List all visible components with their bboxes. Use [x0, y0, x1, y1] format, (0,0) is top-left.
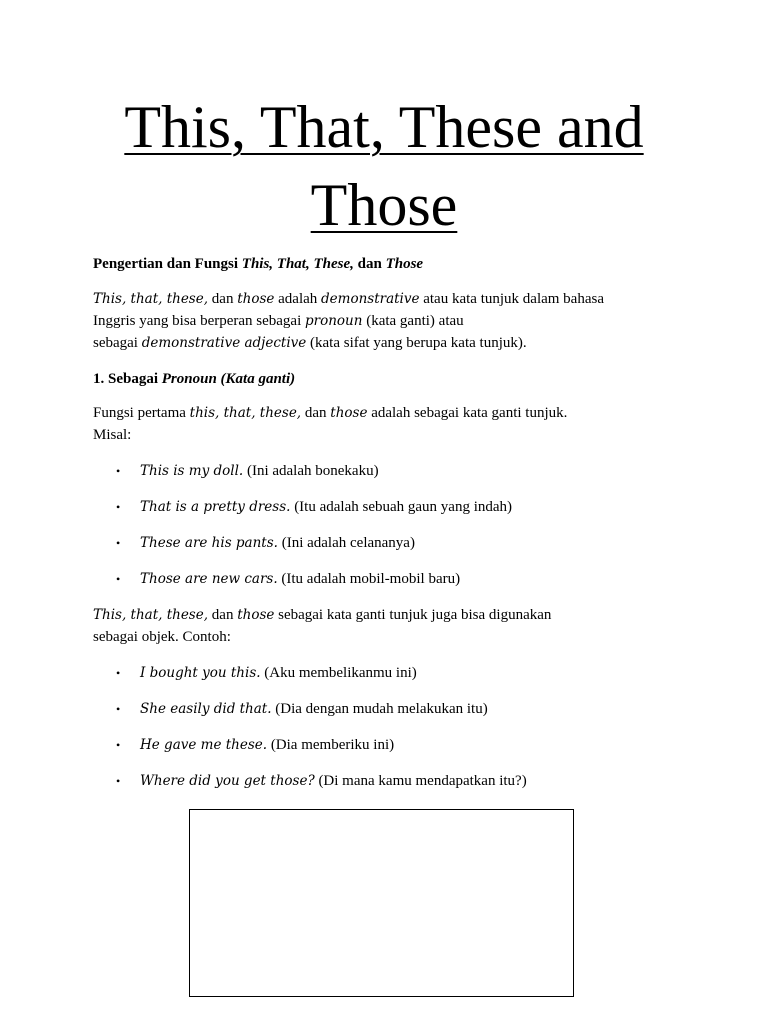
object-line-2: sebagai objek. Contoh:: [93, 629, 231, 645]
bullet-icon: •: [116, 666, 121, 680]
title-line-2: Those: [310, 172, 458, 238]
bullet-icon: •: [116, 774, 121, 788]
bullet-icon: •: [116, 738, 121, 752]
bullet-icon: •: [116, 702, 121, 716]
section-heading-pronoun: 1. Sebagai Pronoun (Kata ganti): [93, 371, 296, 387]
pronoun-paragraph: [93, 402, 693, 446]
intro-line-1: This, that, these, dan those adalah demonstrative atau kata tunjuk dalam bahasa: [93, 291, 604, 307]
bullet-icon: •: [116, 500, 121, 514]
pronoun-line-2: Misal:: [93, 427, 132, 443]
object-line-1: This, that, these, dan those sebagai kata ganti tunjuk juga bisa digunakan: [93, 607, 552, 623]
section-heading-pengertian: Pengertian dan Fungsi This, That, These, dan Those: [93, 256, 424, 272]
bullet-icon: •: [116, 464, 121, 478]
intro-paragraph: [93, 288, 693, 354]
document-page: This, That, These and Those Pengertian dan Fungsi This, That, These, dan Those This, that, these, dan those adalah demonstrative atau kata tunjuk dalam bahasa Inggris yang bisa berperan sebagai pronoun (kata ganti) atau sebagai demonstrative adjective (kata sifat yang berupa kata tunjuk). 1. Sebagai Pronoun (Kata ganti) Fungsi pertama this, that, these, dan those adalah sebagai kata ganti tunjuk. Misal: • This is my doll. (Ini adalah bonekaku) • That is a pretty dress. (Itu adalah sebuah gaun yang indah) • These are his pants. (Ini adalah celananya) • Those are new cars. (Itu adalah mobil-mobil baru) This, that, these, dan those sebagai kata ganti tunjuk juga bisa digunakan sebagai objek. Contoh: • I bought you this. (Aku membelikanmu ini) • She easily did that. (Dia dengan mudah melakukan itu) • He gave me these. (Dia memberiku ini) • Where did you get those? (Di mana kamu mendapatkan itu?): [0, 0, 768, 1024]
bullet-icon: •: [116, 536, 121, 550]
pronoun-line-1: Fungsi pertama this, that, these, dan those adalah sebagai kata ganti tunjuk.: [93, 405, 568, 421]
intro-line-2: Inggris yang bisa berperan sebagai pronoun (kata ganti) atau: [93, 313, 464, 329]
bullet-icon: •: [116, 572, 121, 586]
object-paragraph: [93, 604, 693, 648]
empty-image-frame: [189, 809, 574, 997]
intro-line-3: sebagai demonstrative adjective (kata sifat yang berupa kata tunjuk).: [93, 335, 527, 351]
title-line-1: This, That, These and: [124, 94, 644, 160]
page-title: [0, 88, 768, 244]
